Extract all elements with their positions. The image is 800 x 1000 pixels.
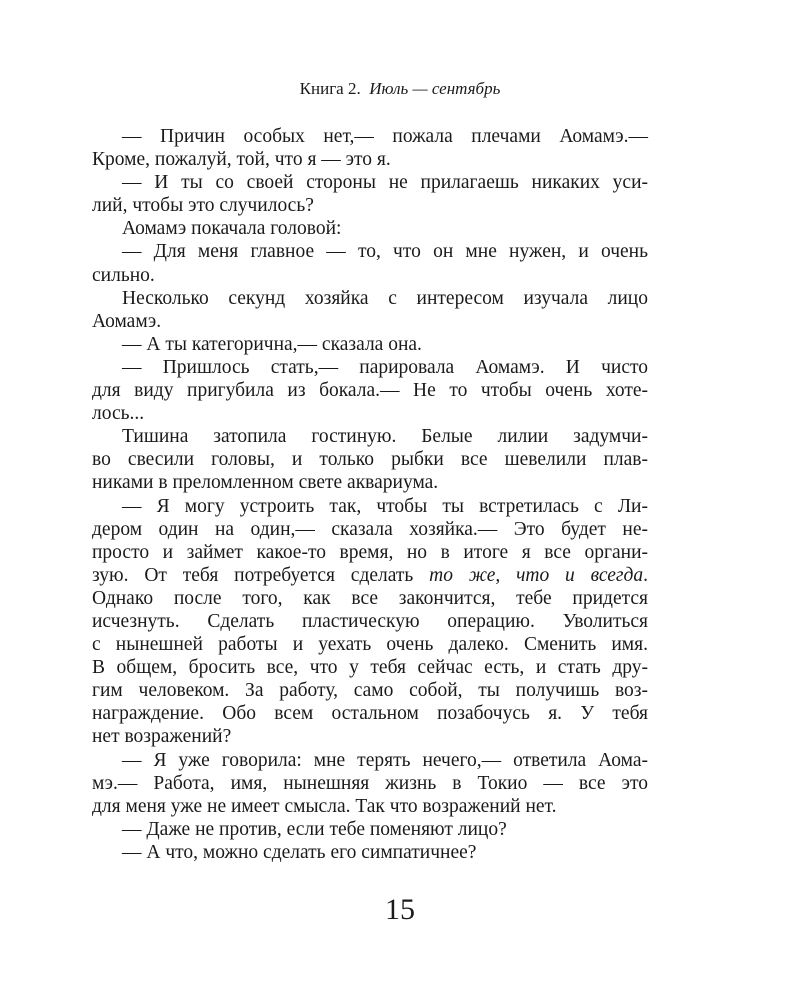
text-line xyxy=(92,679,648,702)
text-line xyxy=(92,772,648,795)
text-line-content: сильно. xyxy=(92,264,155,286)
text-line xyxy=(92,841,648,864)
text-line xyxy=(92,818,648,841)
text-line-content: мэ.— Работа, имя, нынешняя жизнь в Токио — все это xyxy=(92,772,648,794)
text-line xyxy=(92,471,648,494)
text-line-content: зую. От тебя потребуется сделать xyxy=(92,564,430,586)
text-line xyxy=(92,702,648,725)
text-line xyxy=(92,264,648,287)
text-line xyxy=(92,402,648,425)
text-line-content: лось... xyxy=(92,403,145,425)
text-line-content: Однако после того, как все закончится, тебе придется xyxy=(92,587,648,609)
text-line xyxy=(92,633,648,656)
text-line-content: с нынешней работы и уехать очень далеко. Сменить имя. xyxy=(92,634,648,656)
text-line xyxy=(92,240,648,263)
text-line-content: Аомамэ. xyxy=(92,310,162,332)
text-line xyxy=(92,333,648,356)
text-line xyxy=(92,379,648,402)
text-line-content: никами в преломленном свете аквариума. xyxy=(92,472,439,494)
text-line-content: дером один на один,— сказала хозяйка.— Это будет не- xyxy=(92,518,648,540)
text-line-content: во свесили головы, и только рыбки все шевелили плав- xyxy=(92,449,648,471)
text-line xyxy=(92,795,648,818)
text-line xyxy=(92,287,648,310)
text-line-content: лий, чтобы это случилось? xyxy=(92,195,314,217)
text-line xyxy=(92,356,648,379)
text-line-content: — Причин особых нет,— пожала плечами Аомамэ.— xyxy=(122,126,648,147)
text-line xyxy=(92,610,648,633)
text-line xyxy=(92,310,648,333)
book-label: Книга 2. xyxy=(299,79,361,98)
text-line-content: для меня уже не имеет смысла. Так что возражений нет. xyxy=(92,795,557,817)
text-line-content: просто и займет какое-то время, но в итоге я все органи- xyxy=(92,541,648,563)
text-line-content: В общем, бросить все, что у тебя сейчас есть, и стать дру- xyxy=(92,657,648,679)
text-line xyxy=(92,541,648,564)
text-line-content: гим человеком. За работу, само собой, ты получишь воз- xyxy=(92,680,648,702)
text-line-content: — Пришлось стать,— парировала Аомамэ. И чисто xyxy=(122,356,648,378)
text-line xyxy=(92,495,648,518)
body-text xyxy=(92,125,648,864)
text-line xyxy=(92,656,648,679)
text-line-content: — А что, можно сделать его симпатичнее? xyxy=(122,841,477,863)
text-line-emphasis: то же, что и всегда xyxy=(429,564,644,586)
text-line xyxy=(92,518,648,541)
text-line-content: — И ты со своей стороны не прилагаешь никаких уси- xyxy=(122,172,648,194)
part-title: Июль — сентябрь xyxy=(369,79,501,98)
text-line xyxy=(92,194,648,217)
text-line-content: — Я могу устроить так, чтобы ты встретилась с Ли- xyxy=(122,495,648,517)
text-line-content: — Даже не против, если тебе поменяют лицо? xyxy=(122,818,507,840)
text-line xyxy=(92,749,648,772)
text-line xyxy=(92,217,648,240)
text-line-content: нет возражений? xyxy=(92,726,232,748)
page-number: 15 xyxy=(385,893,415,926)
text-line-content: Несколько секунд хозяйка с интересом изучала лицо xyxy=(122,287,648,309)
text-line-content: — А ты категорична,— сказала она. xyxy=(122,333,422,355)
text-line-content: исчезнуть. Сделать пластическую операцию. Уволиться xyxy=(92,610,648,632)
text-line-content: Тишина затопила гостиную. Белые лилии задумчи- xyxy=(122,426,648,448)
text-line-content: Аомамэ покачала головой: xyxy=(122,218,342,240)
text-line-content: награждение. Обо всем остальном позабочусь я. У тебя xyxy=(92,703,648,725)
text-line xyxy=(92,171,648,194)
text-line xyxy=(92,425,648,448)
text-line-content: — Я уже говорила: мне терять нечего,— ответила Аома- xyxy=(122,749,648,771)
text-line-content: — Для меня главное — то, что он мне нужен, и очень xyxy=(122,241,648,263)
text-line-content: Кроме, пожалуй, той, что я — это я. xyxy=(92,149,391,171)
text-line xyxy=(92,448,648,471)
text-line xyxy=(92,564,648,587)
text-line xyxy=(92,587,648,610)
text-line xyxy=(92,725,648,748)
text-line-content: для виду пригубила из бокала.— Не то чтобы очень хоте- xyxy=(92,380,648,402)
text-line xyxy=(92,125,648,148)
text-line-tail: . xyxy=(643,564,648,586)
running-head xyxy=(0,78,800,100)
text-line xyxy=(92,148,648,171)
